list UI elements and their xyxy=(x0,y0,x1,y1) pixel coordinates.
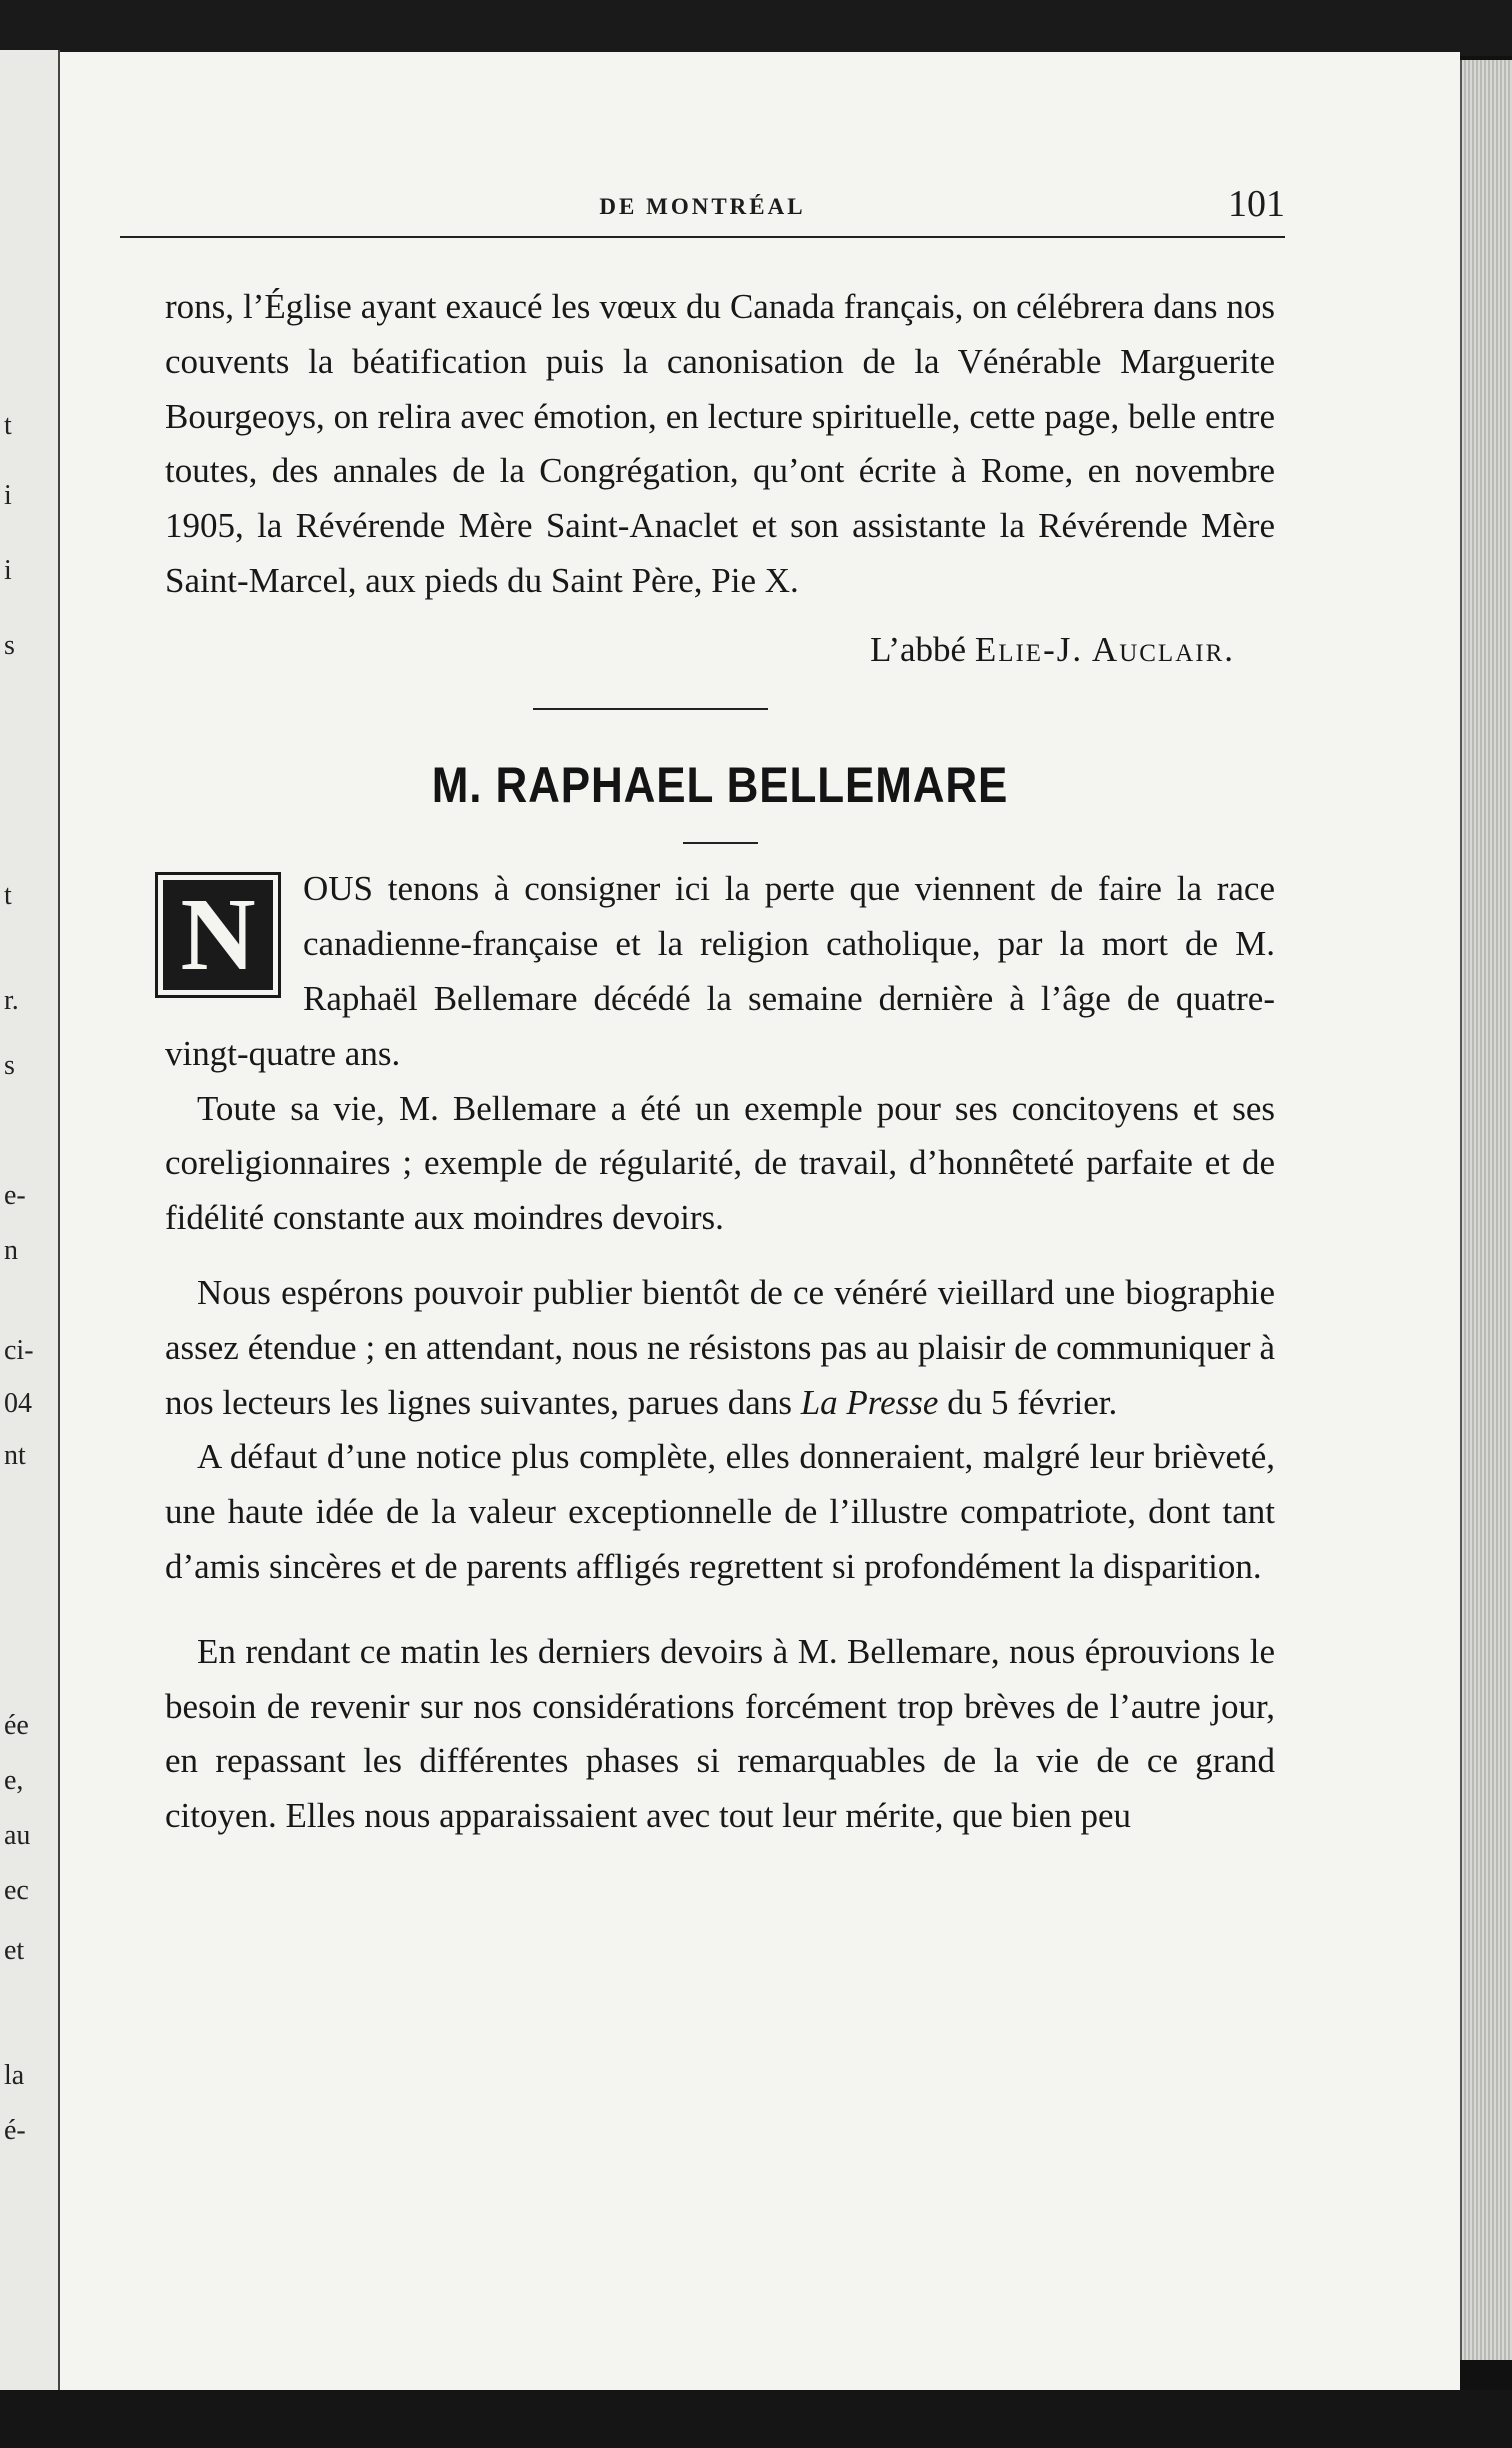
margin-fragment: i xyxy=(4,555,12,586)
article-title: M. RAPHAEL BELLEMARE xyxy=(431,756,1009,813)
newspaper-name: La Presse xyxy=(800,1382,939,1422)
facing-page-edge xyxy=(0,50,60,2390)
article-paragraph-3 xyxy=(165,1266,1275,1430)
margin-fragment: ci- xyxy=(4,1335,34,1366)
article-paragraph-3-text: Nous espérons pouvoir publier bientôt de ce vénéré vieillard une biographie assez étendue ; en attendant, nous ne résistons pas au plaisir de communiquer à nos lecteurs les lignes suivantes, parues dans xyxy=(165,1272,1275,1422)
margin-fragment: et xyxy=(4,1935,25,1966)
ornamental-initial-letter: N xyxy=(180,877,256,993)
page-block-edges xyxy=(1460,60,1512,2360)
article-paragraph-2: Toute sa vie, M. Bellemare a été un exemple pour ses concitoyens et ses coreligionnaires ; exemple de régularité, de travail, d’honnêteté parfaite et de fidélité constante aux moindres devoirs. xyxy=(165,1088,1275,1238)
margin-fragment: 04 xyxy=(4,1388,32,1419)
header-rule xyxy=(120,236,1285,238)
margin-fragment: t xyxy=(4,410,12,441)
scan-bottom-border xyxy=(0,2390,1512,2448)
scan-top-border xyxy=(0,0,1512,56)
article-paragraph-1-text: OUS tenons à consigner ici la perte que viennent de faire la race canadienne-française et la religion catholique, par la mort de M. Raphaël Bellemare décédé la semaine dernière à l’âge de quatre-vingt-quatre ans. xyxy=(165,869,1275,1073)
signature-prefix: L’abbé xyxy=(870,629,975,669)
title-rule xyxy=(683,842,758,844)
running-title: DE MONTRÉAL xyxy=(599,194,806,219)
margin-fragment: s xyxy=(4,630,15,661)
article-paragraph-3-end: du 5 février. xyxy=(938,1382,1118,1422)
margin-fragment: n xyxy=(4,1235,18,1266)
article-paragraph-1 xyxy=(165,862,1275,1081)
margin-fragment: t xyxy=(4,880,12,911)
margin-fragment: ée xyxy=(4,1710,29,1741)
margin-fragment: ec xyxy=(4,1875,29,1906)
margin-fragment: r. xyxy=(4,985,19,1016)
page-number: 101 xyxy=(1228,183,1285,225)
signature-name: Elie-J. Auclair. xyxy=(974,629,1235,669)
section-divider xyxy=(533,708,768,710)
signature xyxy=(165,623,1275,678)
ornamental-initial xyxy=(155,872,281,998)
margin-fragment: s xyxy=(4,1050,15,1081)
article-paragraph-5: En rendant ce matin les derniers devoirs à M. Bellemare, nous éprouvions le besoin de revenir sur nos considérations forcément trop brèves de l’autre jour, en repassant les différentes phases si remarquables de la vie de ce grand citoyen. Elles nous apparaissaient avec tout leur mérite, que bien peu xyxy=(165,1631,1275,1836)
margin-fragment: nt xyxy=(4,1440,26,1471)
margin-fragment: la xyxy=(4,2060,25,2091)
margin-fragment: é- xyxy=(4,2115,26,2146)
continued-paragraph: rons, l’Église ayant exaucé les vœux du Canada français, on célébrera dans nos couvents la béatification puis la canonisation de la Vénérable Marguerite Bourgeoys, on relira avec émotion, en lecture spirituelle, cette page, belle entre toutes, des annales de la Congrégation, qu’ont écrite à Rome, en novembre 1905, la Révérende Mère Saint-Anaclet et son assistante la Révérende Mère Saint-Marcel, aux pieds du Saint Père, Pie X. xyxy=(165,287,1275,600)
margin-fragment: i xyxy=(4,480,12,511)
margin-fragment: e- xyxy=(4,1180,26,1211)
article-paragraph-4: A défaut d’une notice plus complète, elles donneraient, malgré leur brièveté, une haute idée de la valeur exceptionnelle de l’illustre compatriote, dont tant d’amis sincères et de parents affligés regrettent si profondément la disparition. xyxy=(165,1437,1275,1586)
margin-fragment: au xyxy=(4,1820,31,1851)
page-header xyxy=(120,180,1285,250)
page-body xyxy=(165,280,1275,1844)
margin-fragment: e, xyxy=(4,1765,24,1796)
